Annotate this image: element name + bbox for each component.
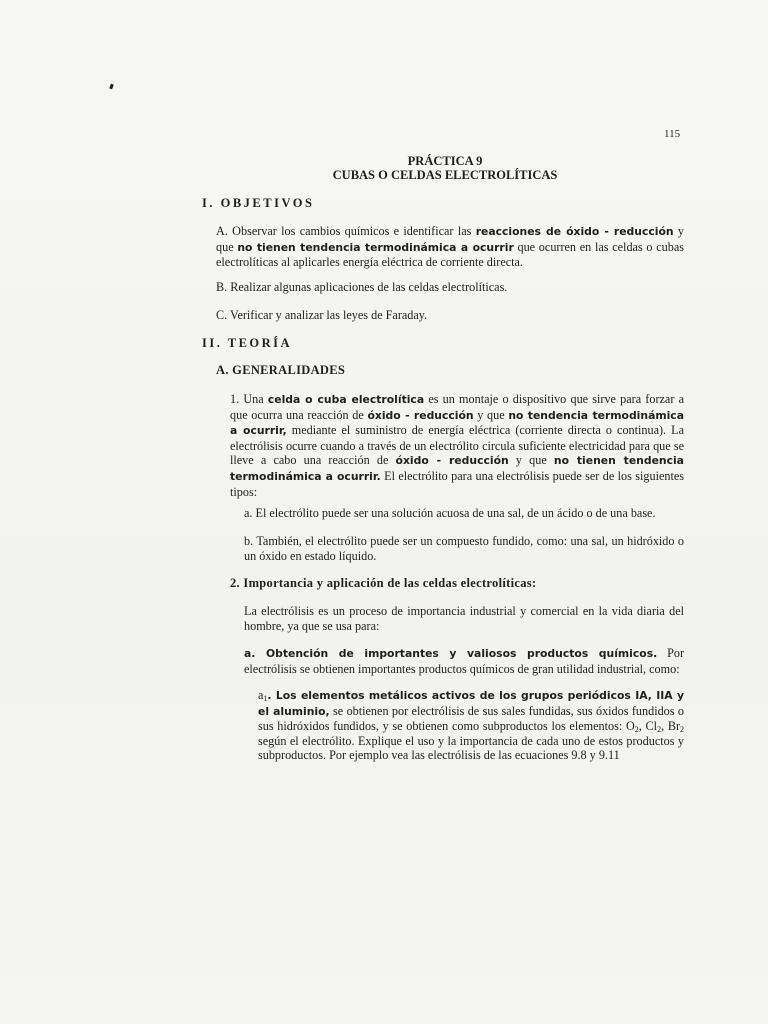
- item-2-heading: 2. Importancia y aplicación de las celdas electrolíticas:: [230, 576, 537, 590]
- practice-title: PRÁCTICA 9: [407, 154, 483, 168]
- theory-heading: II. TEORÍA: [202, 336, 293, 350]
- item-1: 1. Una celda o cuba electrolítica es un montaje o dispositivo que sirve para forzar a que ocurra una reacción de óxido - reducción y que no tendencia termodinámica a ocurrir, mediante el suministro de energía eléctrica (corriente directa o continua). La electrólisis ocurre cuando a través de un electrólito circula suficiente electricidad para que se lleve a cabo una reacción de óxido - reducción y que no tienen tendencia termodinámica a ocurrir. El electrólito para una electrólisis puede ser de los siguientes tipos:: [230, 392, 684, 499]
- item-1a: a. El electrólito puede ser una solución acuosa de una sal, de un ácido o de una base.: [244, 506, 656, 520]
- objective-a: A. Observar los cambios químicos e identificar las reacciones de óxido - reducción y que no tienen tendencia termodinámica a ocurrir que ocurren en las celdas o cubas electrolíticas al aplicarles energía eléctrica de corriente directa.: [216, 224, 684, 270]
- page-number: 115: [664, 128, 681, 140]
- objective-c: C. Verificar y analizar las leyes de Faraday.: [216, 308, 428, 322]
- generalities-heading: A. GENERALIDADES: [216, 363, 346, 377]
- item-2a1: $a_1$. Los elementos metálicos activos de los grupos periódicos IA, IIA y el aluminio, se obtienen por electrólisis de sus sales fundidas, sus óxidos fundidos o sus hidróxidos fundidos, y se obtienen como subproductos los elementos: $O_2$, $Cl_2$, $Br_2$ según el electrólito. Explique el uso y la importancia de cada uno de estos productos y subproductos. Por ejemplo vea las electrólisis de las ecuaciones 9.8 y 9.11: [258, 688, 685, 763]
- practice-subtitle: CUBAS O CELDAS ELECTROLÍTICAS: [332, 168, 558, 182]
- objective-b: B. Realizar algunas aplicaciones de las celdas electrolíticas.: [216, 280, 508, 294]
- item-1b: b. También, el electrólito puede ser un compuesto fundido, como: una sal, un hidróxido o un óxido en estado líquido.: [244, 534, 684, 563]
- scan-mark: [109, 84, 114, 90]
- item-2a: a. Obtención de importantes y valiosos productos químicos. Por electrólisis se obtienen importantes productos químicos de gran utilidad industrial, como:: [244, 646, 685, 676]
- item-2-text: La electrólisis es un proceso de importancia industrial y comercial en la vida diaria del hombre, ya que se usa para:: [244, 604, 684, 633]
- objectives-heading: I. OBJETIVOS: [202, 196, 315, 210]
